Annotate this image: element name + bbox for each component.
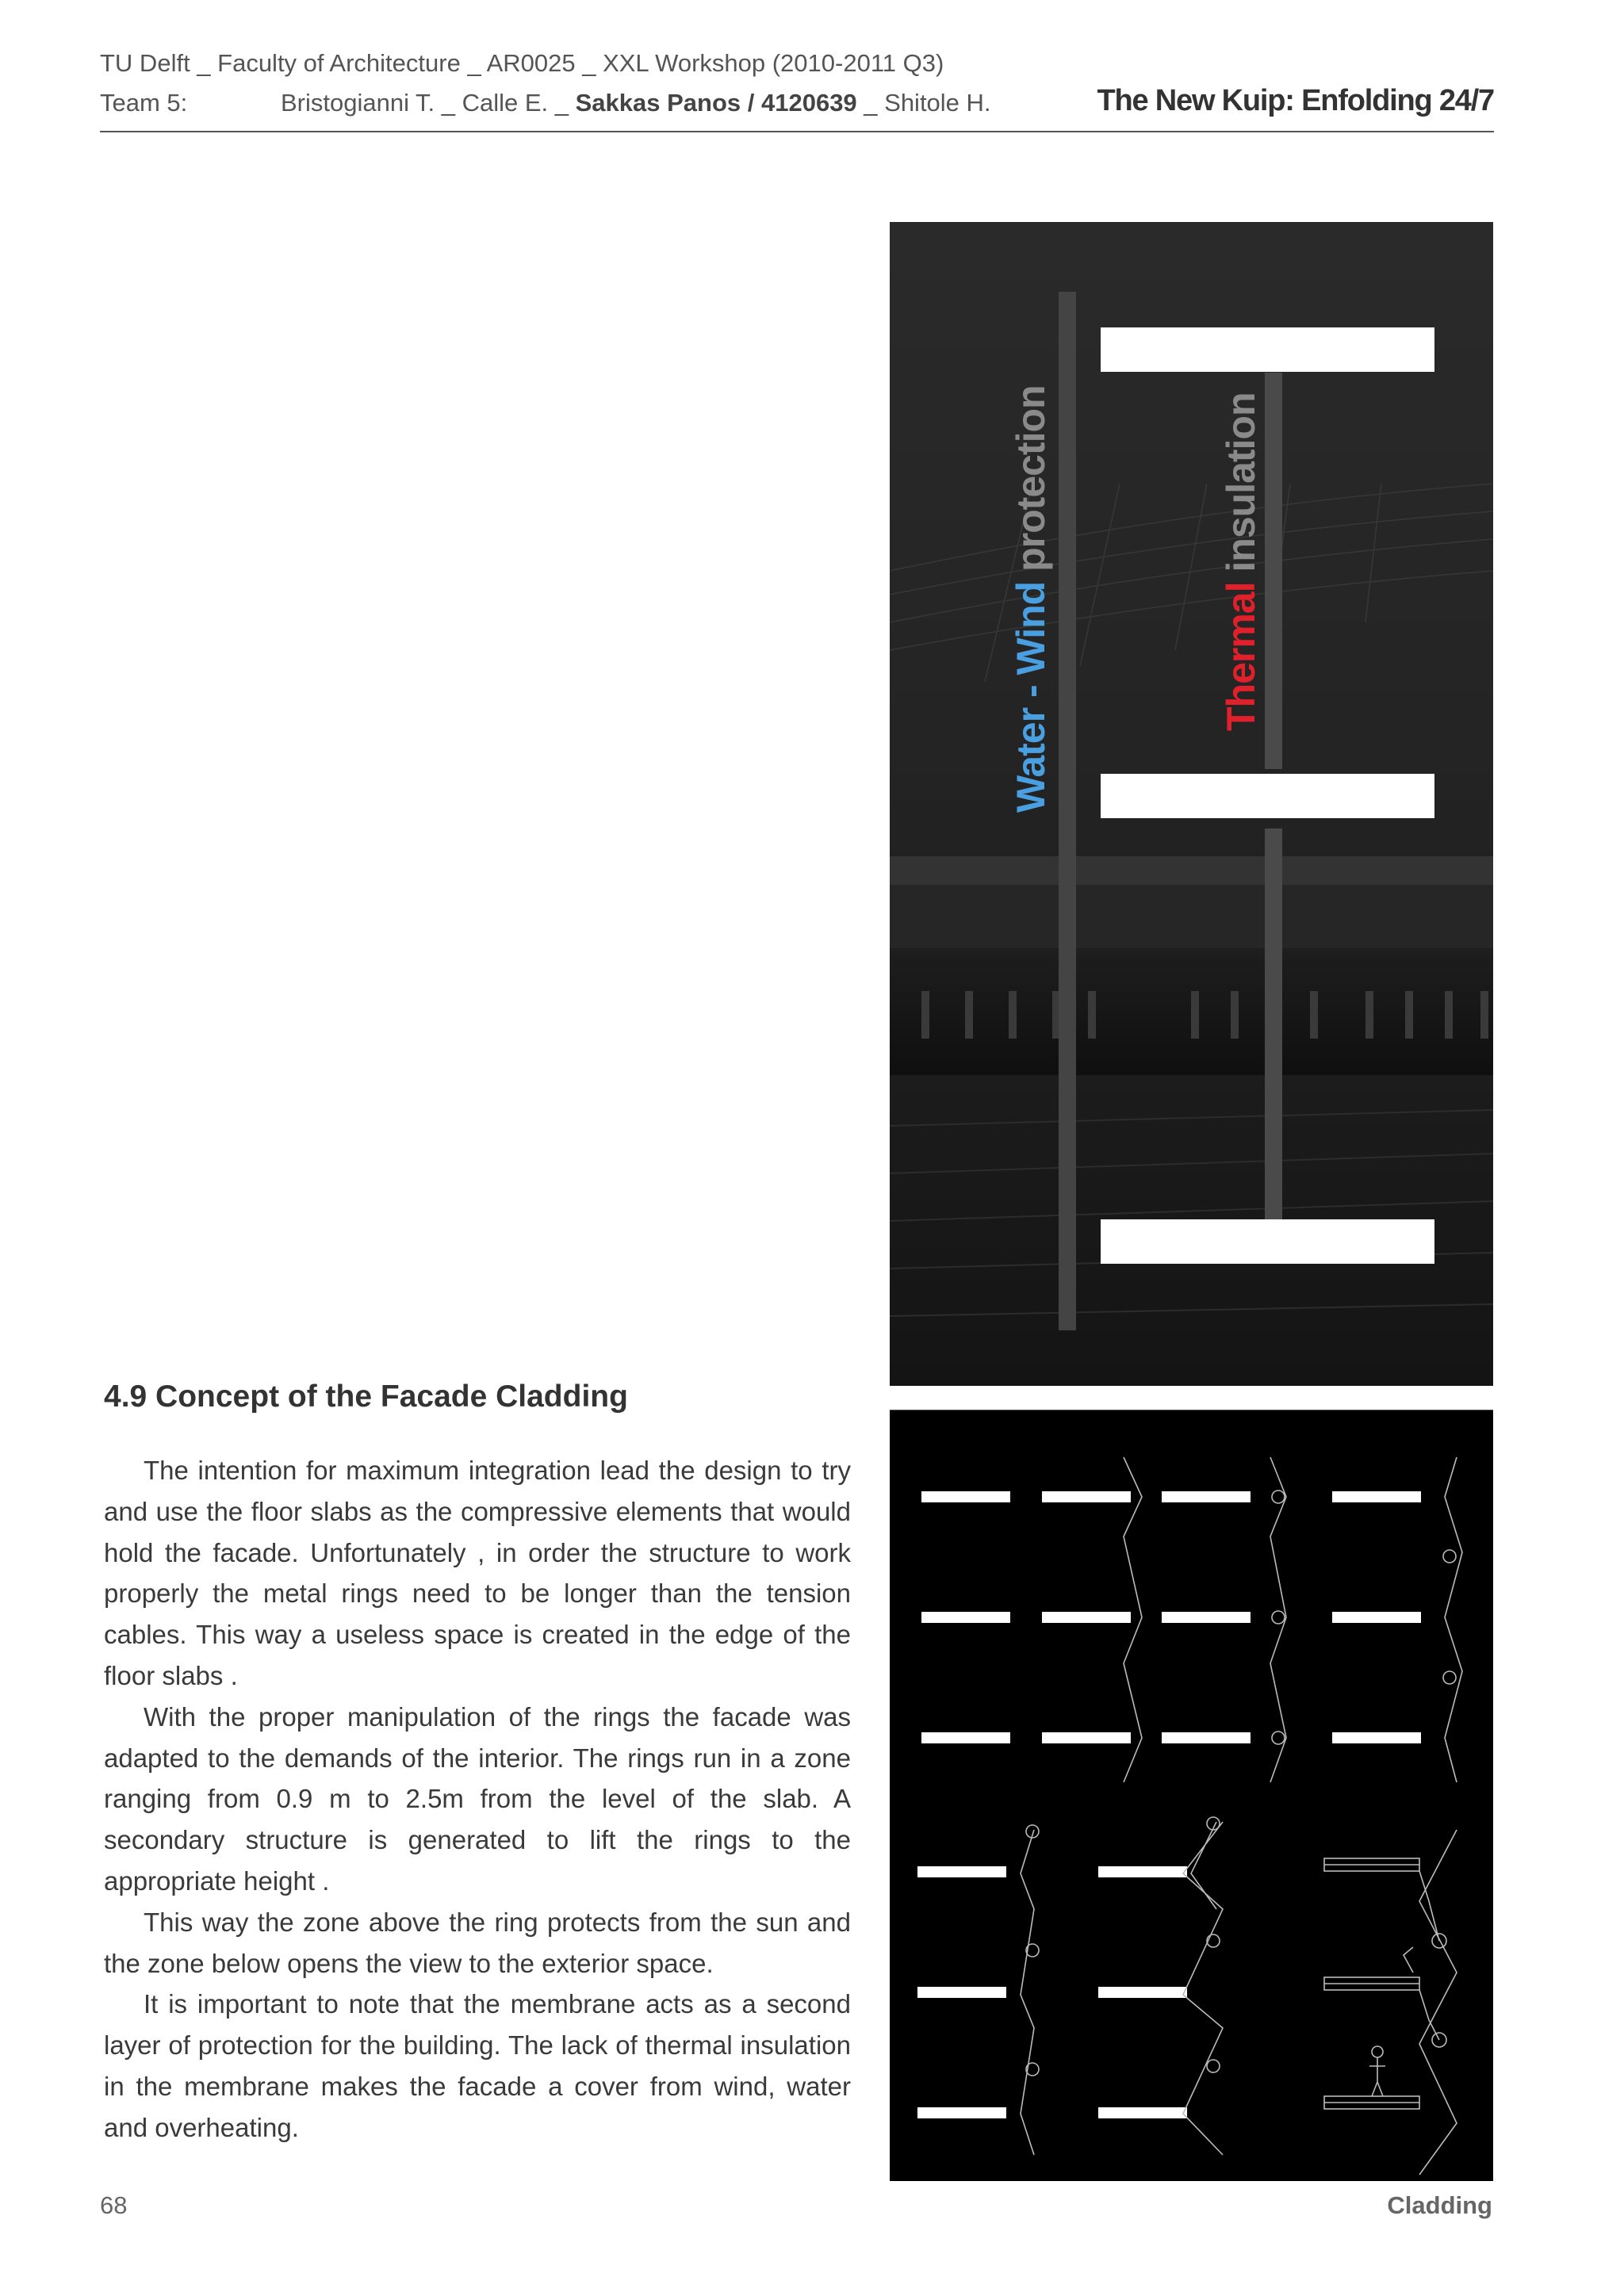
course-line: TU Delft _ Faculty of Architecture _ AR0025 _ XXL Workshop (2010-2011 Q3): [100, 49, 944, 77]
project-title: The New Kuip: Enfolding 24/7: [1097, 84, 1494, 117]
page-header: [100, 0, 1494, 133]
water-wind-protection-label: [1009, 385, 1053, 813]
team-label: Team 5:: [100, 89, 188, 117]
members-highlight: Sakkas Panos / 4120639: [575, 89, 857, 117]
members-after: _ Shitole H.: [856, 89, 991, 117]
page-number: 68: [100, 2191, 128, 2219]
ring-section-graphic: [890, 1410, 1493, 1814]
facade-render-figure: [890, 222, 1493, 1386]
paragraph: It is important to note that the membrane acts as a second layer of protection for the building. The lack of thermal insulation in the membrane makes the facade a cover from wind, water and overheating.: [104, 1989, 851, 2142]
footer-section-label: Cladding: [1387, 2191, 1492, 2219]
paragraph: With the proper manipulation of the rings the facade was adapted to the demands of the interior. The rings run in a zone ranging from 0.9 m to 2.5m from the level of the slab. A secondary structure is generated to lift the rings to the appropriate height .: [104, 1701, 851, 1896]
body-text: [104, 1450, 851, 2149]
team-members: [281, 89, 991, 117]
ring-position-graphic: [890, 1814, 1493, 2181]
protection-text: protection: [1009, 385, 1053, 582]
facade-render-graphic: [890, 222, 1493, 1386]
paragraph: This way the zone above the ring protects from the sun and the zone below opens the view to the exterior space.: [104, 1907, 851, 1978]
paragraph: The intention for maximum integration lead the design to try and use the floor slabs as the compressive elements that would hold the facade. Unfortunately , in order the structure to work properly the metal rings need to be longer than the tension cables. This way a useless space is created in the edge of the floor slabs .: [104, 1456, 851, 1690]
thermal-insulation-label: [1219, 392, 1263, 731]
header-divider: [100, 131, 1494, 132]
water-wind-text: Water - Wind: [1009, 581, 1053, 813]
ring-position-diagram: [890, 1814, 1493, 2181]
thermal-text: Thermal: [1219, 582, 1263, 731]
insulation-text: insulation: [1219, 392, 1263, 583]
members-before: Bristogianni T. _ Calle E. _: [281, 89, 576, 117]
ring-section-diagram: [890, 1410, 1493, 1814]
section-title: 4.9 Concept of the Facade Cladding: [104, 1380, 628, 1414]
